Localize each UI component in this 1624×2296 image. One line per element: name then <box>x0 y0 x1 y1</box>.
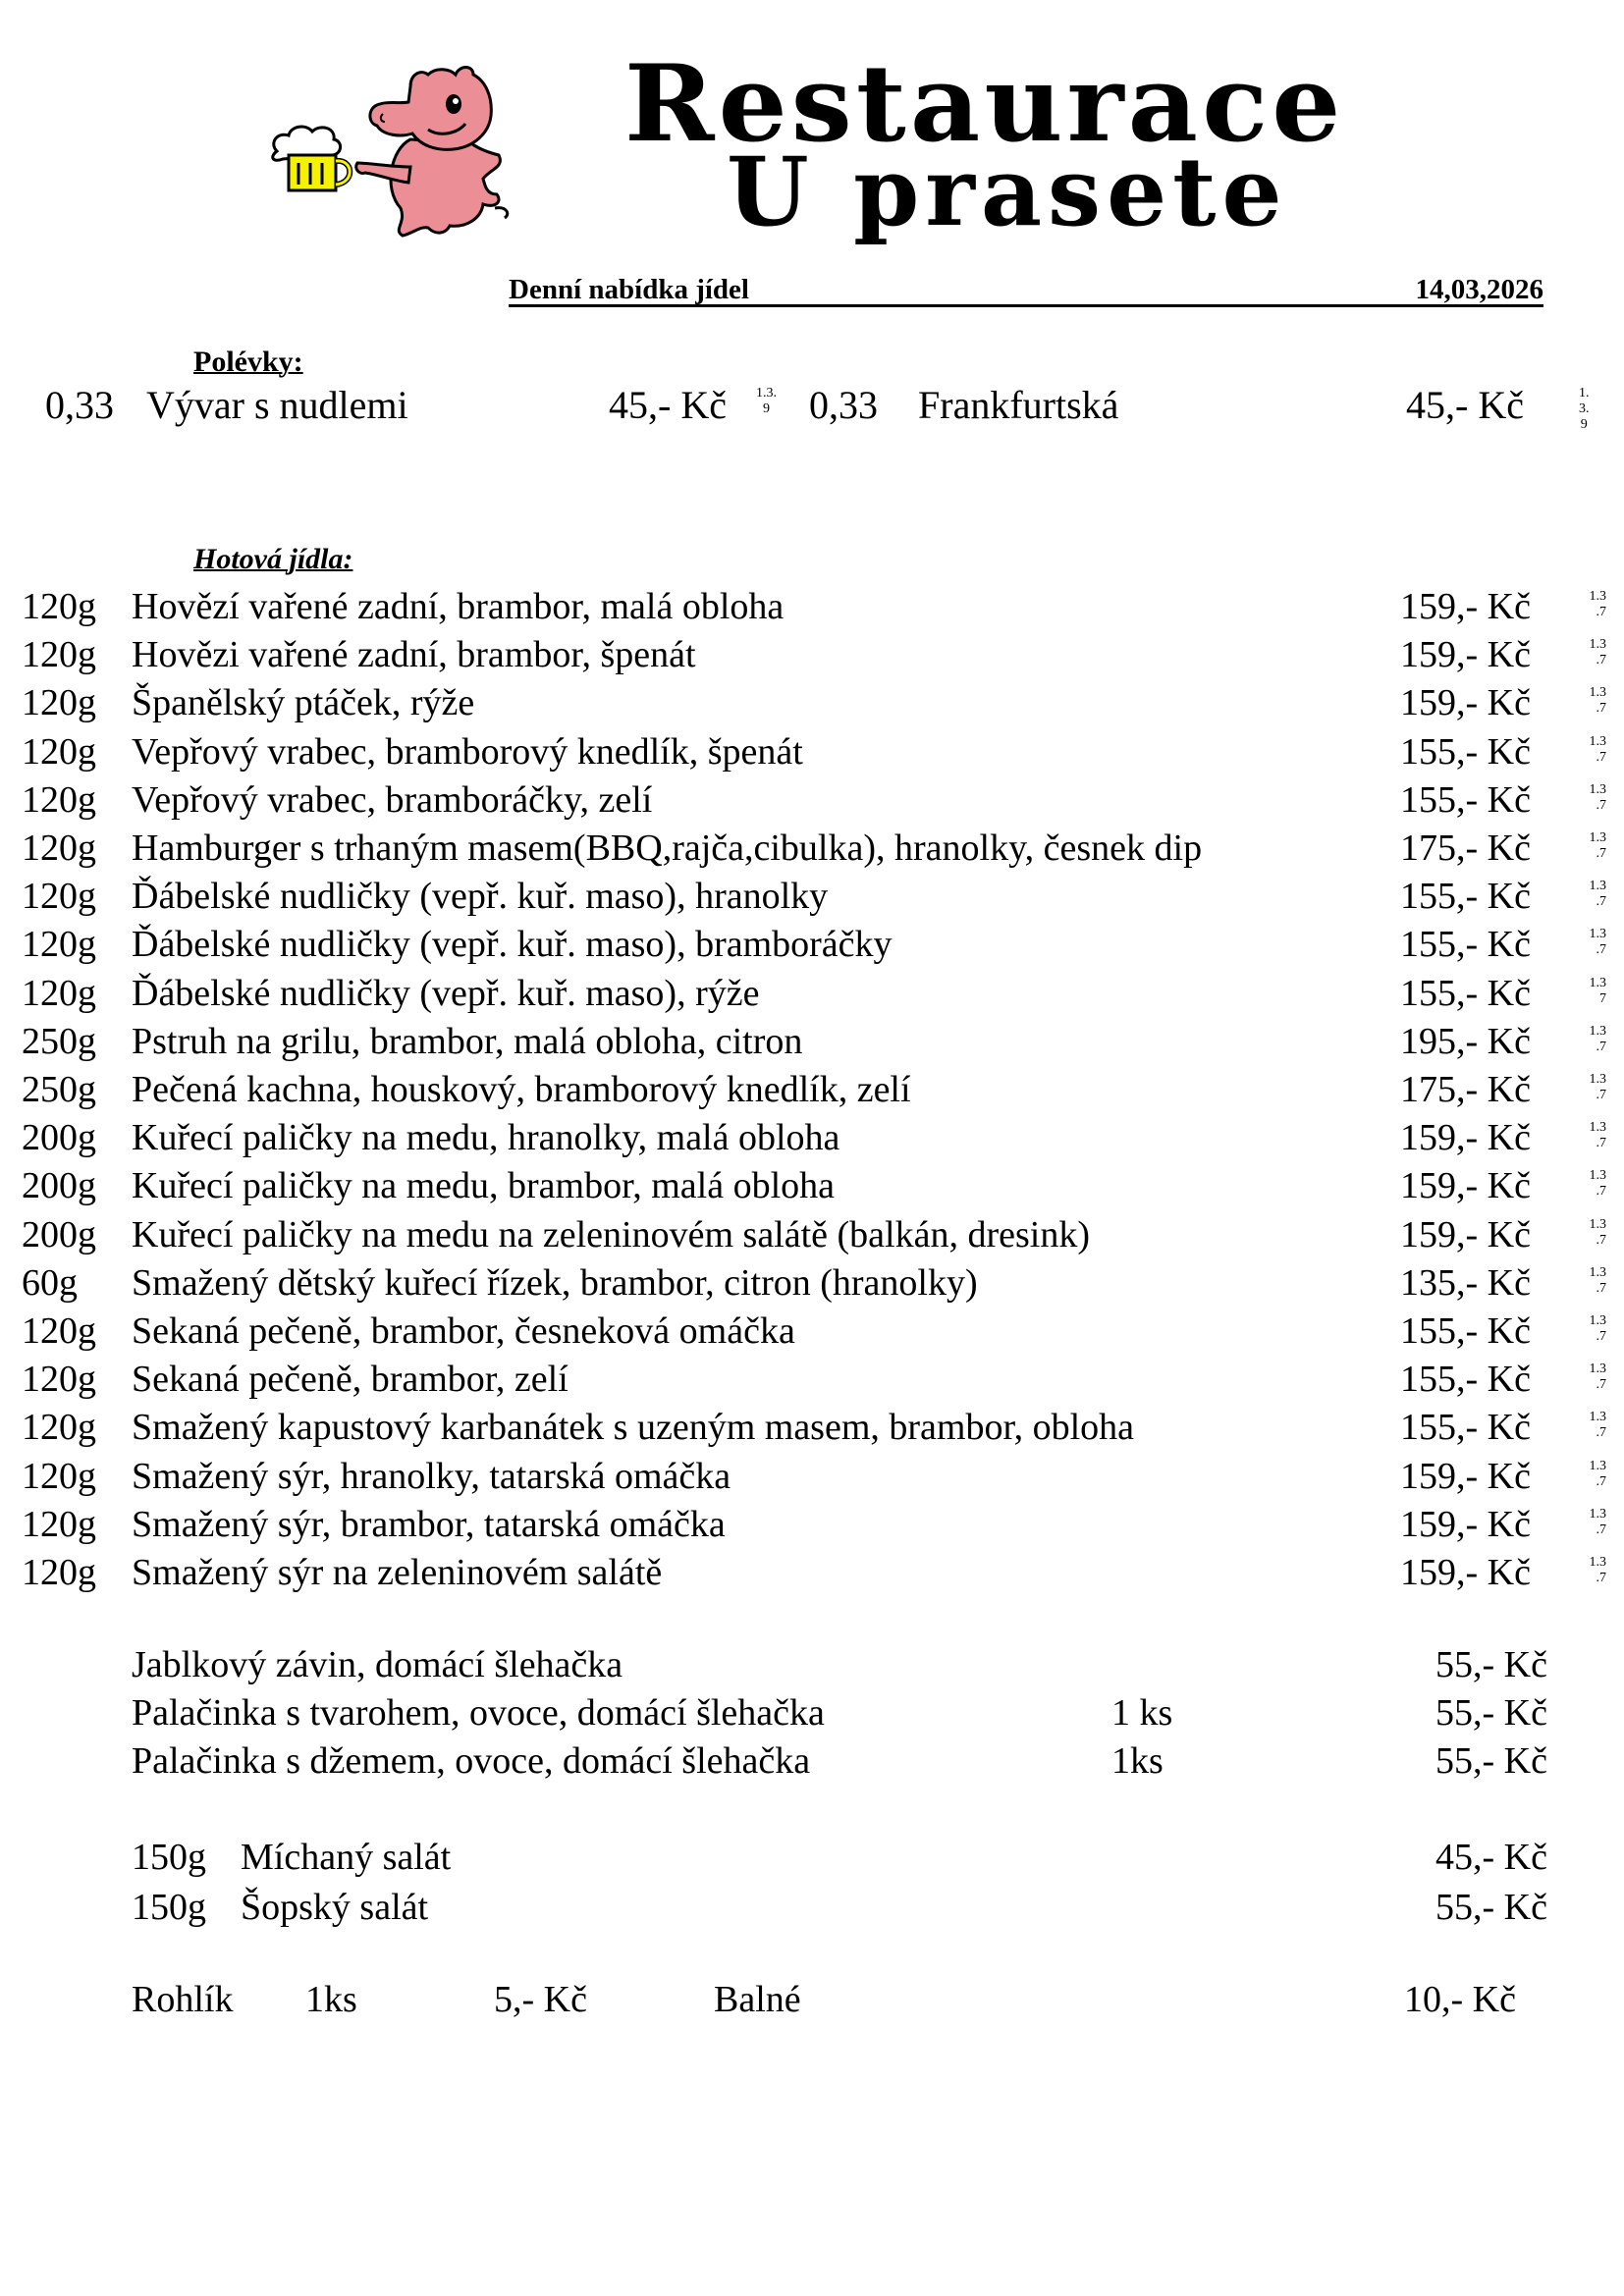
dish-name: Pstruh na grilu, brambor, malá obloha, citron <box>132 1020 803 1062</box>
restaurant-name-line1: Restaurace <box>624 42 1345 166</box>
dish-row <box>0 776 1624 825</box>
dish-price: 159,- Kč <box>1400 1165 1531 1207</box>
dish-row <box>0 1404 1624 1452</box>
dish-name: Kuřecí paličky na medu, hranolky, malá obloha <box>132 1117 840 1159</box>
dish-name: Hovězi vařené zadní, brambor, špenát <box>132 634 696 676</box>
packaging-name: Balné <box>714 1979 801 2020</box>
dish-allergens: 1.3 .7 <box>1589 733 1606 765</box>
dish-weight: 120g <box>22 876 96 918</box>
dish-weight: 120g <box>22 1552 96 1593</box>
dish-allergens: 1.3 .7 <box>1589 1120 1606 1151</box>
main-dishes-section-title: Hotová jídla: <box>193 543 353 575</box>
menu-date: 14,03,2026 <box>1415 274 1543 305</box>
dish-weight: 120g <box>22 1407 96 1449</box>
dish-row <box>0 1259 1624 1308</box>
dish-allergens: 1.3 .7 <box>1589 1410 1606 1441</box>
dish-allergens: 1.3 .7 <box>1589 927 1606 958</box>
dish-price: 175,- Kč <box>1400 1069 1531 1110</box>
dish-weight: 250g <box>22 1069 96 1110</box>
dish-row <box>0 921 1624 969</box>
dish-name: Smažený sýr, hranolky, tatarská omáčka <box>132 1455 731 1497</box>
salad-weight: 150g <box>132 1837 206 1878</box>
dessert-quantity: 1 ks <box>1111 1692 1173 1734</box>
dish-row <box>0 1549 1624 1597</box>
salad-row <box>0 1884 1624 1932</box>
dish-name: Ďábelské nudličky (vepř. kuř. maso), bramboráčky <box>132 924 893 966</box>
salad-price: 45,- Kč <box>1435 1837 1547 1878</box>
dish-name: Ďábelské nudličky (vepř. kuř. maso), hranolky <box>132 876 829 918</box>
dish-weight: 120g <box>22 828 96 869</box>
dish-weight: 250g <box>22 1020 96 1062</box>
soup-name: Frankfurtská <box>918 383 1119 427</box>
bread-name: Rohlík <box>132 1979 234 2020</box>
dish-name: Smažený sýr na zeleninovém salátě <box>132 1552 663 1593</box>
dish-weight: 200g <box>22 1213 96 1255</box>
dish-price: 159,- Kč <box>1400 586 1531 627</box>
dish-row <box>0 825 1624 873</box>
dish-price: 155,- Kč <box>1400 778 1531 821</box>
dish-price: 159,- Kč <box>1400 634 1531 676</box>
dish-name: Sekaná pečeně, brambor, zelí <box>132 1359 568 1401</box>
soup-price: 45,- Kč <box>609 383 727 427</box>
dish-weight: 120g <box>22 1359 96 1401</box>
dish-price: 159,- Kč <box>1400 1552 1531 1593</box>
dish-allergens: 1.3 .7 <box>1589 1216 1606 1248</box>
dish-name: Smažený kapustový karbanátek s uzeným masem, brambor, obloha <box>132 1407 1135 1449</box>
dish-weight: 120g <box>22 924 96 966</box>
dessert-price: 55,- Kč <box>1435 1692 1547 1734</box>
dish-weight: 120g <box>22 1503 96 1545</box>
dish-name: Sekaná pečeně, brambor, česneková omáčka <box>132 1310 795 1352</box>
soup-allergens: 1.3. 9 <box>756 386 777 416</box>
dish-price: 155,- Kč <box>1400 1310 1531 1352</box>
bread-price: 5,- Kč <box>494 1979 587 2020</box>
dish-name: Vepřový vrabec, bramborový knedlík, špenát <box>132 730 803 773</box>
dish-price: 159,- Kč <box>1400 1213 1531 1255</box>
dish-name: Ďábelské nudličky (vepř. kuř. maso), rýže <box>132 972 760 1014</box>
dish-price: 155,- Kč <box>1400 1407 1531 1449</box>
dish-weight: 120g <box>22 634 96 676</box>
dessert-price: 55,- Kč <box>1435 1740 1547 1782</box>
salad-name: Míchaný salát <box>241 1837 452 1878</box>
dish-name: Vepřový vrabec, bramboráčky, zelí <box>132 778 653 821</box>
dish-weight: 120g <box>22 682 96 724</box>
dish-row <box>0 1501 1624 1549</box>
dish-row <box>0 1018 1624 1066</box>
dish-price: 155,- Kč <box>1400 876 1531 918</box>
menu-title: Denní nabídka jídel <box>509 274 749 305</box>
dish-price: 159,- Kč <box>1400 1503 1531 1545</box>
dish-price: 155,- Kč <box>1400 924 1531 966</box>
dish-row <box>0 631 1624 679</box>
dish-allergens: 1.3 .7 <box>1589 1023 1606 1054</box>
dish-name: Kuřecí paličky na medu, brambor, malá obloha <box>132 1165 836 1207</box>
dish-weight: 200g <box>22 1117 96 1159</box>
dish-price: 175,- Kč <box>1400 828 1531 869</box>
dish-price: 195,- Kč <box>1400 1020 1531 1062</box>
dish-name: Kuřecí paličky na medu na zeleninovém salátě (balkán, dresink) <box>132 1213 1090 1255</box>
dish-row <box>0 1211 1624 1259</box>
dish-allergens: 1.3 .7 <box>1589 1264 1606 1296</box>
dessert-name: Palačinka s džemem, ovoce, domácí šlehačka <box>132 1740 811 1782</box>
dish-weight: 120g <box>22 1310 96 1352</box>
dish-row <box>0 1308 1624 1356</box>
dish-row <box>0 1114 1624 1162</box>
dish-row <box>0 873 1624 921</box>
dish-allergens: 1.3 .7 <box>1589 830 1606 861</box>
dish-weight: 60g <box>22 1261 78 1304</box>
salad-name: Šopský salát <box>241 1887 429 1928</box>
dish-allergens: 1.3 .7 <box>1589 1506 1606 1537</box>
dish-name: Smažený sýr, brambor, tatarská omáčka <box>132 1503 726 1545</box>
dish-row <box>0 1453 1624 1501</box>
dish-allergens: 1.3 .7 <box>1589 685 1606 717</box>
dish-allergens: 1.3 .7 <box>1589 1313 1606 1344</box>
dessert-price: 55,- Kč <box>1435 1644 1547 1685</box>
salad-row <box>0 1834 1624 1882</box>
dish-row <box>0 1162 1624 1210</box>
salad-price: 55,- Kč <box>1435 1887 1547 1928</box>
dish-weight: 120g <box>22 730 96 773</box>
dish-allergens: 1.3 .7 <box>1589 1362 1606 1393</box>
packaging-price: 10,- Kč <box>1404 1979 1516 2020</box>
menu-header <box>509 275 1543 307</box>
bread-quantity: 1ks <box>305 1979 357 2020</box>
dish-allergens: 1.3 .7 <box>1589 879 1606 910</box>
soup-volume: 0,33 <box>45 383 114 427</box>
dish-allergens: 1.3 .7 <box>1589 781 1606 813</box>
dish-allergens: 1.3 .7 <box>1589 1072 1606 1102</box>
soup-price: 45,- Kč <box>1406 383 1524 427</box>
dish-allergens: 1.3 7 <box>1589 975 1606 1006</box>
dessert-name: Palačinka s tvarohem, ovoce, domácí šlehačka <box>132 1692 825 1734</box>
dish-price: 159,- Kč <box>1400 1455 1531 1497</box>
dish-row <box>0 728 1624 776</box>
dish-allergens: 1.3 .7 <box>1589 637 1606 668</box>
dish-allergens: 1.3 .7 <box>1589 1168 1606 1200</box>
dish-allergens: 1.3 .7 <box>1589 589 1606 619</box>
soups-section-title: Polévky: <box>193 346 303 378</box>
dish-price: 155,- Kč <box>1400 730 1531 773</box>
dish-name: Smažený dětský kuřecí řízek, brambor, citron (hranolky) <box>132 1261 978 1304</box>
dish-price: 135,- Kč <box>1400 1261 1531 1304</box>
dessert-row <box>0 1689 1624 1737</box>
dish-weight: 120g <box>22 1455 96 1497</box>
dessert-quantity: 1ks <box>1111 1740 1164 1782</box>
soup-allergens: 1. 3. 9 <box>1579 386 1590 432</box>
dish-weight: 120g <box>22 778 96 821</box>
dish-price: 159,- Kč <box>1400 682 1531 724</box>
dish-name: Hamburger s trhaným masem(BBQ,rajča,cibulka), hranolky, česnek dip <box>132 828 1203 869</box>
dish-allergens: 1.3 .7 <box>1589 1555 1606 1585</box>
dish-row <box>0 583 1624 631</box>
soup-name: Vývar s nudlemi <box>146 383 408 427</box>
dish-weight: 200g <box>22 1165 96 1207</box>
dessert-row <box>0 1641 1624 1689</box>
dessert-name: Jablkový závin, domácí šlehačka <box>132 1644 623 1685</box>
dish-price: 155,- Kč <box>1400 1359 1531 1401</box>
dessert-row <box>0 1737 1624 1786</box>
dish-name: Španělský ptáček, rýže <box>132 682 475 724</box>
dish-weight: 120g <box>22 972 96 1014</box>
pig-with-beer-mug-icon <box>263 61 568 242</box>
soup-volume: 0,33 <box>809 383 878 427</box>
dish-name: Pečená kachna, houskový, bramborový knedlík, zelí <box>132 1069 911 1110</box>
dish-allergens: 1.3 .7 <box>1589 1458 1606 1489</box>
dish-row <box>0 970 1624 1018</box>
salad-weight: 150g <box>132 1887 206 1928</box>
dish-weight: 120g <box>22 586 96 627</box>
dish-price: 155,- Kč <box>1400 972 1531 1014</box>
dish-row <box>0 1066 1624 1114</box>
dish-price: 159,- Kč <box>1400 1117 1531 1159</box>
dish-row <box>0 1356 1624 1404</box>
dish-name: Hovězí vařené zadní, brambor, malá obloha <box>132 586 785 627</box>
dish-row <box>0 679 1624 727</box>
restaurant-name-line2: U prasete <box>727 136 1288 247</box>
